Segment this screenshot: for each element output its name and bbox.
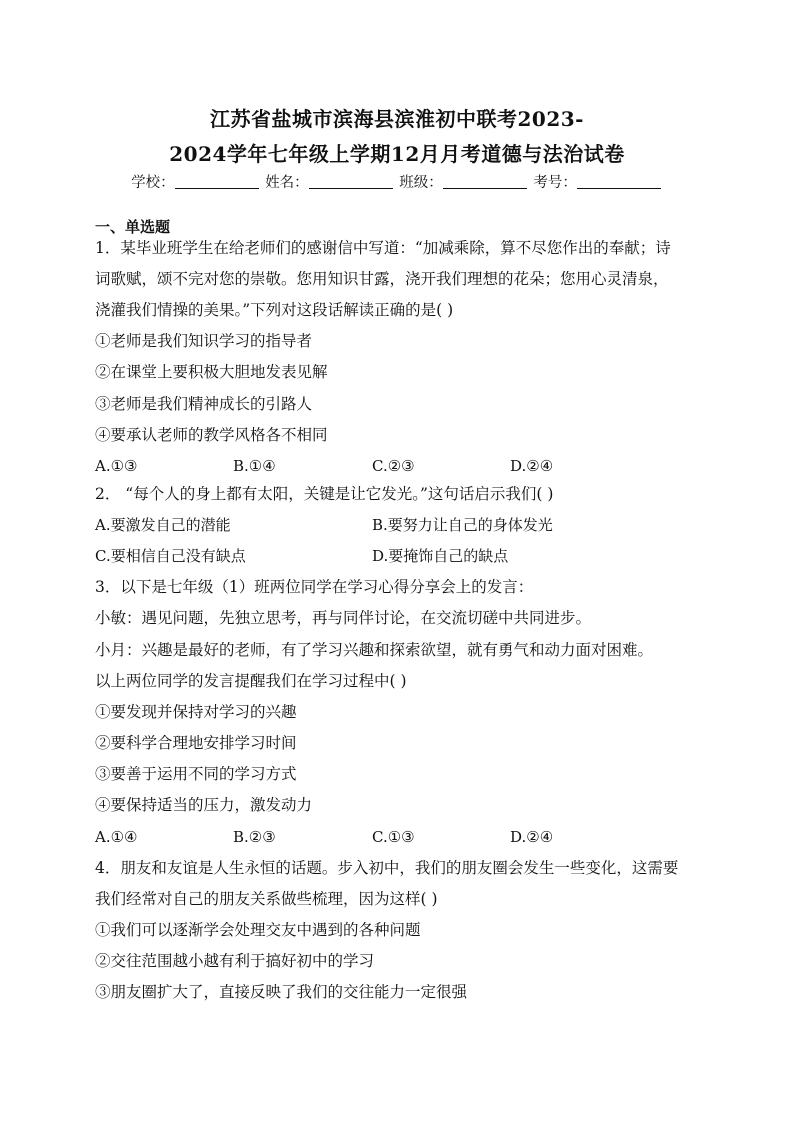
name-blank [309,174,393,189]
q4-stem-line-1: 4．朋友和友谊是人生永恒的话题。步入初中，我们的朋友圈会发生一些变化，这需要 [95,859,679,877]
q2-option-b: B.要努力让自己的身体发光 [372,516,553,534]
q1-option-c: C.②③ [372,457,415,475]
q2-option-c: C.要相信自己没有缺点 [95,547,246,565]
student-info-row [0,171,794,192]
q4-item-2: ②交往范围越小越有利于搞好初中的学习 [95,952,375,970]
q4-item-3: ③朋友圈扩大了，直接反映了我们的交往能力一定很强 [95,983,468,1001]
exam-number-label: 考号： [533,175,577,191]
q1-option-d: D.②④ [510,457,554,475]
exam-title-line-1: 江苏省盐城市滨海县滨淮初中联考2023- [210,107,584,131]
q3-option-c: C.①③ [372,828,415,846]
q3-option-d: D.②④ [510,828,554,846]
q1-stem-line-2: 词歌赋，颂不完对您的崇敬。您用知识甘露，浇开我们理想的花朵；您用心灵清泉， [95,270,669,288]
q1-option-b: B.①④ [233,457,276,475]
name-label: 姓名： [265,175,309,191]
q3-stem-line-1: 3．以下是七年级（1）班两位同学在学习心得分享会上的发言： [95,578,534,596]
q2-option-d: D.要掩饰自己的缺点 [372,547,509,565]
q1-stem-line-3: 浇灌我们情操的美果。”下列对这段话解读正确的是( ) [95,301,454,319]
class-label: 班级： [399,175,443,191]
q3-stem-line-3: 小月：兴趣是最好的老师，有了学习兴趣和探索欲望，就有勇气和动力面对困难。 [95,641,654,659]
school-blank [175,174,259,189]
q3-stem-line-2: 小敏：遇见问题，先独立思考，再与同伴讨论，在交流切磋中共同进步。 [95,609,592,627]
q1-item-1: ①老师是我们知识学习的指导者 [95,332,313,350]
q3-stem-line-4: 以上两位同学的发言提醒我们在学习过程中( ) [95,672,407,690]
q1-item-2: ②在课堂上要积极大胆地发表见解 [95,363,328,381]
q1-option-a: A.①③ [95,457,138,475]
q3-item-1: ①要发现并保持对学习的兴趣 [95,703,297,721]
school-label: 学校： [131,175,175,191]
q3-item-2: ②要科学合理地安排学习时间 [95,734,297,752]
class-blank [443,174,527,189]
q3-item-4: ④要保持适当的压力，激发动力 [95,796,313,814]
q1-item-3: ③老师是我们精神成长的引路人 [95,395,313,413]
exam-title-line-2: 2024学年七年级上学期12月月考道德与法治试卷 [169,142,625,166]
q3-item-3: ③要善于运用不同的学习方式 [95,765,297,783]
q2-option-a: A.要激发自己的潜能 [95,516,231,534]
exam-number-blank [577,174,661,189]
q3-option-b: B.②③ [233,828,276,846]
q1-item-4: ④要承认老师的教学风格各不相同 [95,426,328,444]
q3-option-a: A.①④ [95,828,138,846]
q1-stem-line-1: 1．某毕业班学生在给老师们的感谢信中写道：“加减乘除，算不尽您作出的奉献；诗 [95,239,671,257]
q2-stem-line-1: 2． “每个人的身上都有太阳，关键是让它发光。”这句话启示我们( ) [95,485,554,503]
q4-stem-line-2: 我们经常对自己的朋友关系做些梳理，因为这样( ) [95,890,438,908]
section-title: 一、单选题 [95,218,171,236]
q4-item-1: ①我们可以逐渐学会处理交友中遇到的各种问题 [95,921,421,939]
